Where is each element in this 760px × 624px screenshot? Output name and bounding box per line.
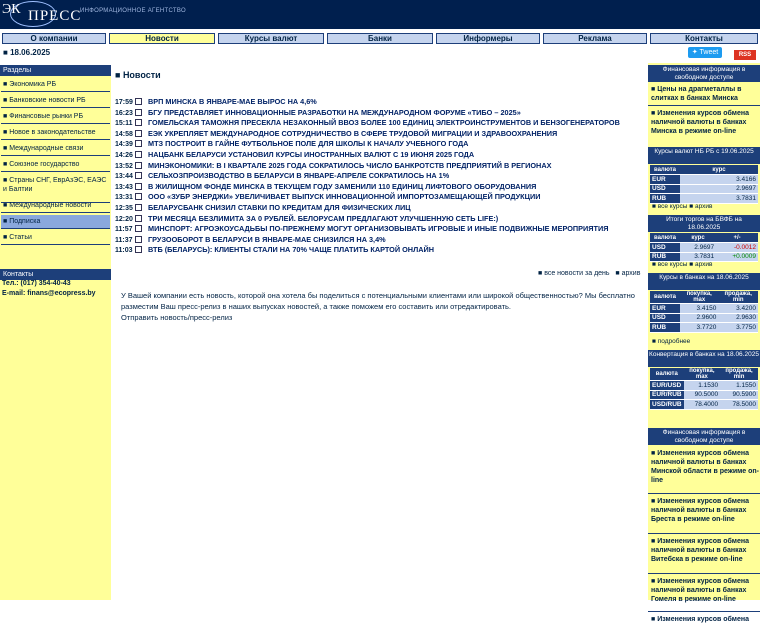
sidebar-item-subscribe[interactable]: ■ Подписка xyxy=(1,215,110,229)
sidebar-item-bank-news[interactable]: ■ Банковские новости РБ xyxy=(1,94,110,108)
nb-links xyxy=(652,203,712,210)
sidebar-item-economy[interactable]: ■ Экономика РБ xyxy=(1,78,110,92)
news-headline[interactable]: В ЖИЛИЩНОМ ФОНДЕ МИНСКА В ТЕКУЩЕМ ГОДУ ЗАМЕНИЛИ 110 ЕДИНИЦ ЛИФТОВОГО ОБОРУДОВАНИЯ xyxy=(148,181,537,191)
news-headline[interactable]: ЕЭК УКРЕПЛЯЕТ МЕЖДУНАРОДНОЕ СОТРУДНИЧЕСТВО В СФЕРЕ ТРУДОВОЙ МИГРАЦИИ И ЗДРАВООХРАНЕНИЯ xyxy=(148,128,558,138)
nav-ads[interactable]: Реклама xyxy=(543,33,647,44)
table-row: USD 2.9697 xyxy=(652,185,756,193)
sidebar-item-cis[interactable]: ■ Страны СНГ, ЕврАзЭС, ЕАЭС и Балтии xyxy=(1,174,110,203)
all-news-link[interactable]: ■ все новости за день xyxy=(538,270,610,277)
nav-banks[interactable]: Банки xyxy=(327,33,433,44)
news-time: 12:35 xyxy=(115,204,133,212)
table-row: EUR 3.4166 xyxy=(652,175,756,183)
tweet-button[interactable]: ✦ Tweet xyxy=(688,47,722,58)
header-bar xyxy=(0,0,760,29)
bank-rates-table: валюта покупка, max продажа, min EUR 3.4150 3.4200 USD 2.9600 2.9630 RUB 3.7720 3.7750 xyxy=(652,291,756,331)
more-link[interactable]: ■ подробнее xyxy=(652,338,691,345)
nb-rates-header: Курсы валют НБ РБ с 19.06.2025 xyxy=(648,147,760,164)
nav-contacts[interactable]: Контакты xyxy=(650,33,758,44)
news-archive-links xyxy=(538,270,640,277)
news-time: 16:23 xyxy=(115,109,133,117)
sections-header: Разделы xyxy=(0,65,111,76)
bank-rates-header: Курсы в банках на 18.06.2025 xyxy=(648,273,760,290)
news-time: 13:43 xyxy=(115,183,133,191)
news-time: 13:31 xyxy=(115,194,133,202)
table-row: USD/RUB 78.4000 78.5000 xyxy=(652,400,756,408)
divider xyxy=(648,533,760,534)
email[interactable]: E-mail: finans@ecopress.by xyxy=(2,290,96,297)
current-date: ■ 18.06.2025 xyxy=(3,48,51,57)
news-item[interactable] xyxy=(115,235,645,246)
news-item[interactable] xyxy=(115,245,645,256)
metals-link[interactable]: ■ Цены на драгметаллы в слитках в банках Минска xyxy=(651,86,742,102)
document-icon xyxy=(135,225,142,232)
document-icon xyxy=(135,172,142,179)
sidebar-item-articles[interactable]: ■ Статьи xyxy=(1,231,110,245)
bvfb-header: Итоги торгов на БВФБ на 18.06.2025 xyxy=(648,215,760,232)
conversion-header: Конвертация в банках на 18.06.2025 xyxy=(648,350,760,367)
logo-text-2: ПРЕСС xyxy=(28,8,82,24)
logo-text-1: ЭК xyxy=(2,2,21,17)
table-row: RUB 3.7831 xyxy=(652,194,756,202)
news-time: 15:11 xyxy=(115,120,133,128)
archive-link[interactable]: ■ архив xyxy=(615,270,641,277)
news-headline[interactable]: МИНСПОРТ: АГРОЭКОУСАДЬБЫ ПО-ПРЕЖНЕМУ МОГУТ ОРГАНИЗОВЫВАТЬ ИГРОВЫЕ И ИНЫЕ ПОДВИЖНЫЕ МЕРОПРИЯТИЯ xyxy=(148,224,609,234)
table-row: USD 2.9697 -0.0012 xyxy=(652,243,756,251)
phone: Тел.: (017) 354-40-43 xyxy=(2,280,71,287)
news-headline[interactable]: МТЗ ПОСТРОИТ В ГАЙНЕ ФУТБОЛЬНОЕ ПОЛЕ ДЛЯ ШКОЛЫ К НАЧАЛУ УЧЕБНОГО ГОДА xyxy=(148,139,469,149)
news-time: 12:20 xyxy=(115,215,133,223)
news-headline[interactable]: ВТБ (БЕЛАРУСЬ): КЛИЕНТЫ СТАЛИ НА 70% ЧАЩЕ ПЛАТИТЬ КАРТОЙ ОНЛАЙН xyxy=(148,245,434,255)
news-item[interactable] xyxy=(115,214,645,225)
news-item[interactable] xyxy=(115,129,645,140)
news-headline[interactable]: ООО «ЗУБР ЭНЕРДЖИ» УВЕЛИЧИВАЕТ ВЫПУСК ИННОВАЦИОННОЙ ИМПОРТОЗАМЕЩАЮЩЕЙ ПРОДУКЦИИ xyxy=(148,192,541,202)
news-list xyxy=(115,97,645,256)
news-headline[interactable]: ТРИ МЕСЯЦА БЕЗЛИМИТА ЗА 0 РУБЛЕЙ. БЕЛОРУСАМ ПРЕДЛАГАЮТ УЛУЧШЕННУЮ СЕТЬ LIFE:) xyxy=(148,213,499,223)
news-time: 11:03 xyxy=(115,247,133,255)
news-item[interactable] xyxy=(115,139,645,150)
conversion-table: валюта покупка, max продажа, min EUR/USD 1.1530 1.1550 EUR/RUB 90.5000 90.5900 USD/RUB 78.4000 78.5000 xyxy=(652,368,756,408)
nb-rates-table xyxy=(650,165,758,204)
news-time: 13:52 xyxy=(115,162,133,170)
bvfb-table: валюта курс +/- USD 2.9697 -0.0012 RUB 3.7831 +0.0009 xyxy=(652,234,756,261)
news-time: 14:26 xyxy=(115,151,133,159)
vitebsk-rates-link[interactable]: ■ Изменения курсов обмена наличной валюты в банках Витебска в режиме on-line xyxy=(651,538,749,563)
news-item[interactable] xyxy=(115,97,645,108)
news-item[interactable] xyxy=(115,192,645,203)
document-icon xyxy=(135,151,142,158)
divider xyxy=(648,611,760,612)
document-icon xyxy=(135,162,142,169)
twitter-icon: ✦ xyxy=(691,49,700,56)
document-icon xyxy=(135,215,142,222)
col-rate: курс xyxy=(680,165,758,175)
right-sidebar xyxy=(648,63,760,623)
document-icon xyxy=(135,130,142,137)
send-news-link[interactable]: Отправить новость/пресс-релиз xyxy=(121,313,233,322)
contacts-header: Контакты xyxy=(0,269,111,280)
news-headline[interactable]: МИНЭКОНОМИКИ: В I КВАРТАЛЕ 2025 ГОДА СОКРАТИЛОСЬ ЧИСЛО БАНКРОТСТВ ПРЕДПРИЯТИЙ В РЕГИОНАХ xyxy=(148,160,552,170)
nav-about[interactable]: О компании xyxy=(2,33,106,44)
document-icon xyxy=(135,183,142,190)
promo-text: У Вашей компании есть новость, которой она хотела бы поделиться с потенциальными клиентами или широкой общественностью? Мы бесплатно разместим Ваш пресс-релиз в наших выпусках новостей, а также поможем его составить или отредактировать. xyxy=(121,291,635,311)
bvfb-links xyxy=(652,261,712,268)
news-item[interactable] xyxy=(115,182,645,193)
document-icon xyxy=(135,109,142,116)
news-headline[interactable]: ГОМЕЛЬСКАЯ ТАМОЖНЯ ПРЕСЕКЛА НЕЗАКОННЫЙ ВВОЗ БОЛЕЕ 100 ЕДИНИЦ ЭЛЕКТРОИНСТРУМЕНТОВ И БЕНЗОГЕНЕРАТОРОВ xyxy=(148,118,620,128)
news-item[interactable] xyxy=(115,224,645,235)
table-row: USD 2.9600 2.9630 xyxy=(652,314,756,322)
all-rates-link[interactable]: ■ все курсы xyxy=(652,203,688,210)
document-icon xyxy=(135,193,142,200)
nav-rates[interactable]: Курсы валют xyxy=(218,33,324,44)
nav-informers[interactable]: Информеры xyxy=(436,33,540,44)
news-headline[interactable]: ВРП МИНСКА В ЯНВАРЕ-МАЕ ВЫРОС НА 4,6% xyxy=(148,97,317,106)
document-icon xyxy=(135,204,142,211)
sidebar-item-intl[interactable]: ■ Международные связи xyxy=(1,142,110,156)
news-item[interactable] xyxy=(115,118,645,129)
news-time: 13:44 xyxy=(115,173,133,181)
table-row: RUB 3.7831 +0.0009 xyxy=(652,253,756,261)
table-row: EUR/USD 1.1530 1.1550 xyxy=(652,381,756,389)
tagline: ИНФОРМАЦИОННОЕ АГЕНТСТВО xyxy=(80,8,186,14)
date-bar xyxy=(0,46,760,60)
table-row: EUR 3.4150 3.4200 xyxy=(652,304,756,312)
sidebar-item-law[interactable]: ■ Новое в законодательстве xyxy=(1,126,110,140)
all-rates-link-2[interactable]: ■ все курсы xyxy=(652,261,688,268)
table-row: EUR/RUB 90.5000 90.5900 xyxy=(652,391,756,399)
document-icon xyxy=(135,236,142,243)
news-time: 14:39 xyxy=(115,141,133,149)
news-item[interactable] xyxy=(115,161,645,172)
document-icon xyxy=(135,119,142,126)
bvfb-archive-link[interactable]: ■ архив xyxy=(689,261,713,268)
left-sidebar xyxy=(0,65,111,600)
ecopress-logo[interactable] xyxy=(2,2,82,28)
table-row: RUB 3.7720 3.7750 xyxy=(652,323,756,331)
sidebar-item-markets[interactable]: ■ Финансовые рынки РБ xyxy=(1,110,110,124)
news-item[interactable] xyxy=(115,150,645,161)
document-icon xyxy=(135,246,142,253)
news-item[interactable] xyxy=(115,171,645,182)
sidebar-item-union[interactable]: ■ Союзное государство xyxy=(1,158,110,172)
nav-news[interactable]: Новости xyxy=(109,33,215,44)
news-headline[interactable]: ГРУЗООБОРОТ В БЕЛАРУСИ В ЯНВАРЕ-МАЕ СНИЗИЛСЯ НА 3,4% xyxy=(148,234,386,244)
nb-archive-link[interactable]: ■ архив xyxy=(689,203,713,210)
news-headline[interactable]: СЕЛЬХОЗПРОИЗВОДСТВО В БЕЛАРУСИ В ЯНВАРЕ-АПРЕЛЕ СОКРАТИЛОСЬ НА 1% xyxy=(148,171,450,181)
document-icon xyxy=(135,98,142,105)
news-headline[interactable]: НАЦБАНК БЕЛАРУСИ УСТАНОВИЛ КУРСЫ ИНОСТРАННЫХ ВАЛЮТ С 19 ИЮНЯ 2025 ГОДА xyxy=(148,149,475,159)
divider xyxy=(648,105,760,106)
news-time: 14:58 xyxy=(115,130,133,138)
news-time: 11:37 xyxy=(115,236,133,244)
document-icon xyxy=(135,140,142,147)
col-currency: валюта xyxy=(650,165,680,175)
sidebar-item-world[interactable]: ■ Международные новости xyxy=(1,199,110,213)
divider xyxy=(648,573,760,574)
region-rates-link[interactable]: ■ Изменения курсов обмена наличной валюты в банках Минской области в режиме on-line xyxy=(651,450,760,484)
fin-info-header-2: Финансовая информация в свободном доступе xyxy=(648,428,760,445)
press-release-promo xyxy=(121,290,641,323)
news-item[interactable] xyxy=(115,203,645,214)
brest-rates-link[interactable]: ■ Изменения курсов обмена наличной валюты в банках Бреста в режиме on-line xyxy=(651,498,749,523)
rss-button[interactable]: RSS xyxy=(734,50,756,60)
page-title: ■ Новости xyxy=(115,70,161,80)
minsk-rates-link[interactable]: ■ Изменения курсов обмена наличной валюты в банках Минска в режиме on-line xyxy=(651,110,749,135)
gomel-rates-link[interactable]: ■ Изменения курсов обмена наличной валюты в банках Гомеля в режиме on-line xyxy=(651,578,749,603)
fin-info-header: Финансовая информация в свободном доступе xyxy=(648,65,760,82)
divider xyxy=(648,493,760,494)
news-item[interactable] xyxy=(115,108,645,119)
news-headline[interactable]: БГУ ПРЕДСТАВЛЯЕТ ИННОВАЦИОННЫЕ РАЗРАБОТКИ НА МЕЖДУНАРОДНОМ ФОРУМЕ «ТИБО – 2025» xyxy=(148,107,521,117)
news-time: 17:59 xyxy=(115,99,133,106)
next-rates-link[interactable]: ■ Изменения курсов обмена xyxy=(651,616,749,623)
contacts-block xyxy=(2,279,96,299)
news-time: 11:57 xyxy=(115,226,133,234)
news-headline[interactable]: БЕЛАРУСБАНК СНИЗИЛ СТАВКИ ПО КРЕДИТАМ ДЛЯ ФИЗИЧЕСКИХ ЛИЦ xyxy=(148,202,411,212)
